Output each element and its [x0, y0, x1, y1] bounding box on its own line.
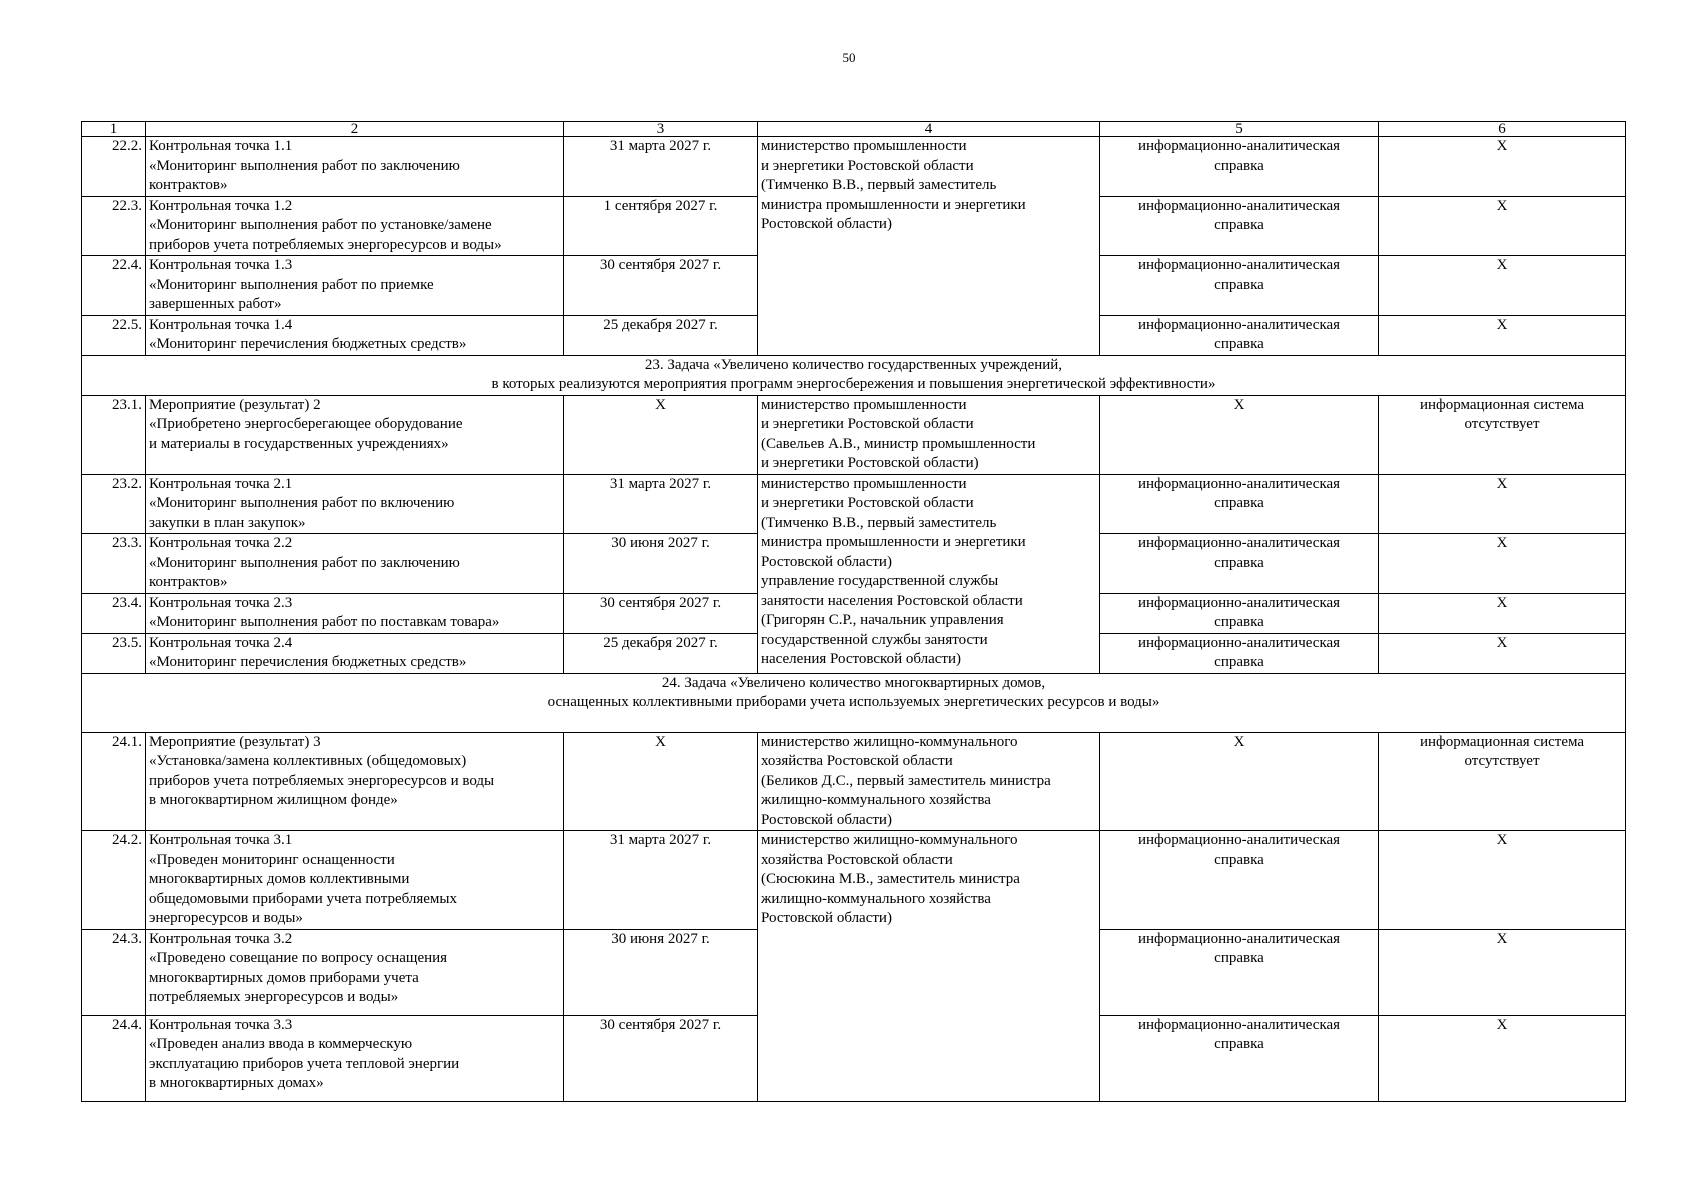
row-number: [82, 831, 146, 930]
cell-line: (Григорян С.Р., начальник управления: [761, 612, 1004, 628]
cell-line: X: [1496, 257, 1508, 273]
cell-line: информационно-аналитическая: [1137, 138, 1341, 154]
document-type: [1100, 593, 1379, 633]
information-system: [1379, 633, 1626, 673]
information-system: [1379, 196, 1626, 256]
cell-line: и материалы в государственных учреждениях»: [149, 435, 449, 452]
cell-line: 31 марта 2027 г.: [609, 138, 712, 154]
cell-line: в которых реализуются мероприятия программ энергосбережения и повышения энергетической эффективности»: [491, 376, 1216, 392]
deadline: [564, 1015, 758, 1101]
task-row: [82, 355, 1626, 395]
cell-line: министерство жилищно-коммунального: [761, 733, 1018, 750]
cell-line: справка: [1214, 336, 1264, 352]
deadline: [564, 929, 758, 1015]
cell-line: X: [1233, 733, 1245, 750]
cell-line: в многоквартирном жилищном фонде»: [149, 792, 398, 808]
document-type: [1100, 256, 1379, 316]
cell-line: справка: [1214, 554, 1264, 571]
event-name: [146, 256, 564, 316]
table-row: [82, 732, 1626, 831]
cell-line: Ростовской области): [761, 811, 892, 828]
cell-line: общедомовыми приборами учета потребляемых: [149, 890, 457, 907]
cell-line: (Тимченко В.В., первый заместитель: [761, 514, 997, 531]
cell-line: контрактов»: [149, 574, 228, 590]
event-name: [146, 633, 564, 673]
cell-line: X: [1496, 475, 1508, 492]
cell-line: Контрольная точка 1.2: [149, 197, 293, 214]
event-name: [146, 315, 564, 355]
cell-line: «Мониторинг перечисления бюджетных средств»: [149, 654, 467, 670]
cell-line: «Мониторинг выполнения работ по установке/замене: [149, 217, 492, 233]
event-name: [146, 1015, 564, 1101]
cell-line: 24.4.: [112, 1016, 142, 1033]
cell-line: справка: [1214, 217, 1264, 233]
cell-line: отсутствует: [1464, 416, 1540, 432]
table-row: [82, 474, 1626, 534]
information-system: [1379, 256, 1626, 316]
cell-line: 24. Задача «Увеличено количество многоквартирных домов,: [661, 674, 1046, 691]
row-number: [82, 929, 146, 1015]
event-name: [146, 395, 564, 474]
responsible: [758, 395, 1100, 474]
cell-line: 31 марта 2027 г.: [609, 832, 712, 848]
deadline: [564, 196, 758, 256]
cell-line: Мероприятие (результат) 3: [149, 733, 321, 750]
deadline: [564, 593, 758, 633]
row-number: [82, 633, 146, 673]
cell-line: 30 сентября 2027 г.: [599, 257, 722, 273]
document-type: [1100, 196, 1379, 256]
cell-line: 22.2.: [112, 138, 142, 154]
cell-line: информационная система: [1419, 396, 1585, 413]
cell-line: 23.2.: [112, 475, 142, 492]
event-name: [146, 732, 564, 831]
cell-line: «Мониторинг выполнения работ по заключению: [149, 157, 460, 174]
cell-line: оснащенных коллективными приборами учета используемых энергетических ресурсов и воды»: [547, 694, 1160, 710]
cell-line: Ростовской области): [761, 553, 892, 570]
cell-line: хозяйства Ростовской области: [761, 851, 953, 868]
document-type: [1100, 732, 1379, 831]
information-system: [1379, 732, 1626, 831]
cell-line: информационно-аналитическая: [1137, 930, 1341, 947]
cell-line: Контрольная точка 3.3: [149, 1016, 293, 1033]
cell-line: «Мониторинг выполнения работ по включению: [149, 495, 455, 511]
cell-line: 31 марта 2027 г.: [609, 475, 712, 492]
cell-line: 30 сентября 2027 г.: [599, 594, 722, 611]
cell-line: министерство промышленности: [761, 138, 967, 154]
table-row: [82, 831, 1626, 930]
cell-line: Контрольная точка 2.1: [149, 475, 293, 492]
row-number: [82, 315, 146, 355]
cell-line: информационно-аналитическая: [1137, 475, 1341, 492]
responsible: [758, 732, 1100, 831]
cell-line: потребляемых энергоресурсов и воды»: [149, 989, 399, 1005]
cell-line: «Мониторинг выполнения работ по заключению: [149, 554, 460, 571]
cell-line: населения Ростовской области): [761, 651, 961, 667]
document-type: [1100, 831, 1379, 930]
cell-line: информационно-аналитическая: [1137, 535, 1341, 551]
cell-line: справка: [1214, 157, 1264, 174]
cell-line: X: [1496, 138, 1508, 154]
cell-line: 25 декабря 2027 г.: [603, 316, 718, 333]
cell-line: министерство жилищно-коммунального: [761, 832, 1018, 848]
document-type: [1100, 315, 1379, 355]
task-row: [82, 673, 1626, 732]
cell-line: управление государственной службы: [761, 573, 999, 589]
cell-line: Контрольная точка 3.1: [149, 832, 293, 848]
cell-line: информационная система: [1419, 733, 1585, 750]
cell-line: X: [1496, 316, 1508, 333]
cell-line: Ростовской области): [761, 216, 892, 232]
responsible: [758, 474, 1100, 673]
deadline: [564, 256, 758, 316]
cell-line: и энергетики Ростовской области): [761, 455, 979, 471]
information-system: [1379, 831, 1626, 930]
deadline: [564, 831, 758, 930]
table-row: [82, 137, 1626, 197]
cell-line: приборов учета потребляемых энергоресурсов и воды: [149, 772, 495, 789]
cell-line: «Мониторинг выполнения работ по поставкам товара»: [149, 614, 500, 630]
cell-line: и энергетики Ростовской области: [761, 495, 974, 511]
row-number: [82, 137, 146, 197]
cell-line: «Установка/замена коллективных (общедомовых): [149, 753, 467, 769]
information-system: [1379, 1015, 1626, 1101]
cell-line: X: [655, 396, 666, 413]
cell-line: информационно-аналитическая: [1137, 594, 1341, 611]
document-type: [1100, 1015, 1379, 1101]
row-number: [82, 534, 146, 594]
cell-line: Контрольная точка 2.4: [149, 634, 293, 651]
cell-line: X: [1496, 535, 1508, 551]
cell-line: 30 июня 2027 г.: [611, 535, 710, 551]
cell-line: «Проведено совещание по вопросу оснащения: [149, 950, 448, 966]
cell-line: Контрольная точка 1.1: [149, 138, 293, 154]
column-header: 1: [82, 122, 146, 137]
cell-line: справка: [1214, 851, 1264, 868]
cell-line: справка: [1214, 950, 1264, 966]
cell-line: 22.4.: [112, 257, 142, 273]
cell-line: 23. Задача «Увеличено количество государственных учреждений,: [644, 356, 1063, 373]
cell-line: X: [1496, 930, 1508, 947]
cell-line: 23.5.: [112, 634, 142, 651]
cell-line: справка: [1214, 495, 1264, 511]
table-row: [82, 395, 1626, 474]
header-row: [82, 122, 1626, 137]
cell-line: в многоквартирных домах»: [149, 1075, 324, 1091]
event-name: [146, 196, 564, 256]
column-header: 5: [1100, 122, 1379, 137]
page-number: 50: [842, 50, 856, 65]
document-type: [1100, 137, 1379, 197]
cell-line: 22.5.: [112, 316, 142, 333]
responsible: [758, 137, 1100, 356]
event-name: [146, 137, 564, 197]
document-type: [1100, 534, 1379, 594]
cell-line: (Савельев А.В., министр промышленности: [761, 435, 1036, 452]
row-number: [82, 395, 146, 474]
cell-line: 24.2.: [112, 832, 142, 848]
cell-line: X: [1233, 396, 1245, 413]
document-type: [1100, 633, 1379, 673]
column-header: 3: [564, 122, 758, 137]
document-type: [1100, 474, 1379, 534]
cell-line: X: [1496, 634, 1508, 651]
cell-line: Мероприятие (результат) 2: [149, 396, 321, 413]
cell-line: и энергетики Ростовской области: [761, 157, 974, 174]
cell-line: многоквартирных домов приборами учета: [149, 969, 419, 986]
deadline: [564, 137, 758, 197]
row-number: [82, 1015, 146, 1101]
cell-line: Контрольная точка 3.2: [149, 930, 293, 947]
cell-line: хозяйства Ростовской области: [761, 753, 953, 769]
cell-line: X: [655, 733, 666, 750]
cell-line: министра промышленности и энергетики: [761, 534, 1026, 550]
information-system: [1379, 534, 1626, 594]
cell-line: контрактов»: [149, 177, 228, 193]
cell-line: жилищно-коммунального хозяйства: [761, 792, 991, 808]
cell-line: справка: [1214, 614, 1264, 630]
cell-line: 30 июня 2027 г.: [611, 930, 710, 947]
cell-line: Ростовской области): [761, 910, 892, 926]
row-number: [82, 196, 146, 256]
cell-line: занятости населения Ростовской области: [761, 592, 1023, 609]
cell-line: 23.1.: [112, 396, 142, 413]
cell-line: «Проведен мониторинг оснащенности: [149, 851, 395, 868]
event-name: [146, 474, 564, 534]
task-heading: [82, 355, 1626, 395]
information-system: [1379, 395, 1626, 474]
column-header: 6: [1379, 122, 1626, 137]
cell-line: министерство промышленности: [761, 475, 967, 492]
event-name: [146, 831, 564, 930]
cell-line: 25 декабря 2027 г.: [603, 634, 718, 651]
cell-line: Контрольная точка 1.3: [149, 257, 293, 273]
cell-line: «Проведен анализ ввода в коммерческую: [149, 1036, 413, 1052]
responsible: [758, 831, 1100, 1102]
cell-line: (Тимченко В.В., первый заместитель: [761, 177, 997, 193]
event-name: [146, 929, 564, 1015]
cell-line: информационно-аналитическая: [1137, 316, 1341, 333]
deadline: [564, 732, 758, 831]
cell-line: «Мониторинг выполнения работ по приемке: [149, 276, 434, 293]
column-header: 4: [758, 122, 1100, 137]
cell-line: 23.4.: [112, 594, 142, 611]
deadline: [564, 395, 758, 474]
cell-line: завершенных работ»: [149, 296, 282, 312]
cell-line: информационно-аналитическая: [1137, 257, 1341, 273]
cell-line: жилищно-коммунального хозяйства: [761, 890, 991, 907]
cell-line: Контрольная точка 2.3: [149, 594, 293, 611]
row-number: [82, 593, 146, 633]
information-system: [1379, 929, 1626, 1015]
information-system: [1379, 315, 1626, 355]
cell-line: 1 сентября 2027 г.: [603, 197, 718, 214]
cell-line: информационно-аналитическая: [1137, 832, 1341, 848]
plan-table: [81, 121, 1626, 1102]
cell-line: «Мониторинг перечисления бюджетных средств»: [149, 336, 467, 352]
cell-line: информационно-аналитическая: [1137, 634, 1341, 651]
cell-line: справка: [1214, 654, 1264, 670]
column-header: 2: [146, 122, 564, 137]
cell-line: X: [1496, 832, 1508, 848]
cell-line: (Беликов Д.С., первый заместитель министра: [761, 772, 1051, 789]
event-name: [146, 534, 564, 594]
information-system: [1379, 474, 1626, 534]
cell-line: информационно-аналитическая: [1137, 197, 1341, 214]
deadline: [564, 534, 758, 594]
cell-line: 23.3.: [112, 535, 142, 551]
deadline: [564, 474, 758, 534]
cell-line: справка: [1214, 276, 1264, 293]
deadline: [564, 633, 758, 673]
cell-line: 24.1.: [112, 733, 142, 750]
deadline: [564, 315, 758, 355]
cell-line: 22.3.: [112, 197, 142, 214]
cell-line: эксплуатацию приборов учета тепловой энергии: [149, 1055, 460, 1072]
document-type: [1100, 395, 1379, 474]
row-number: [82, 474, 146, 534]
cell-line: и энергетики Ростовской области: [761, 416, 974, 432]
information-system: [1379, 137, 1626, 197]
cell-line: Контрольная точка 1.4: [149, 316, 293, 333]
cell-line: многоквартирных домов коллективными: [149, 871, 410, 887]
cell-line: государственной службы занятости: [761, 631, 988, 648]
cell-line: (Сюсюкина М.В., заместитель министра: [761, 871, 1020, 887]
cell-line: приборов учета потребляемых энергоресурсов и воды»: [149, 236, 502, 253]
cell-line: энергоресурсов и воды»: [149, 910, 303, 926]
document-type: [1100, 929, 1379, 1015]
row-number: [82, 732, 146, 831]
cell-line: отсутствует: [1464, 753, 1540, 769]
cell-line: справка: [1214, 1036, 1264, 1052]
cell-line: Контрольная точка 2.2: [149, 535, 293, 551]
cell-line: 30 сентября 2027 г.: [599, 1016, 722, 1033]
cell-line: X: [1496, 594, 1508, 611]
cell-line: министерство промышленности: [761, 396, 967, 413]
cell-line: X: [1496, 1016, 1508, 1033]
cell-line: закупки в план закупок»: [149, 514, 306, 531]
cell-line: X: [1496, 197, 1508, 214]
cell-line: «Приобретено энергосберегающее оборудование: [149, 416, 463, 432]
cell-line: министра промышленности и энергетики: [761, 196, 1026, 213]
task-heading: [82, 673, 1626, 732]
row-number: [82, 256, 146, 316]
cell-line: 24.3.: [112, 930, 142, 947]
event-name: [146, 593, 564, 633]
information-system: [1379, 593, 1626, 633]
cell-line: информационно-аналитическая: [1137, 1016, 1341, 1033]
